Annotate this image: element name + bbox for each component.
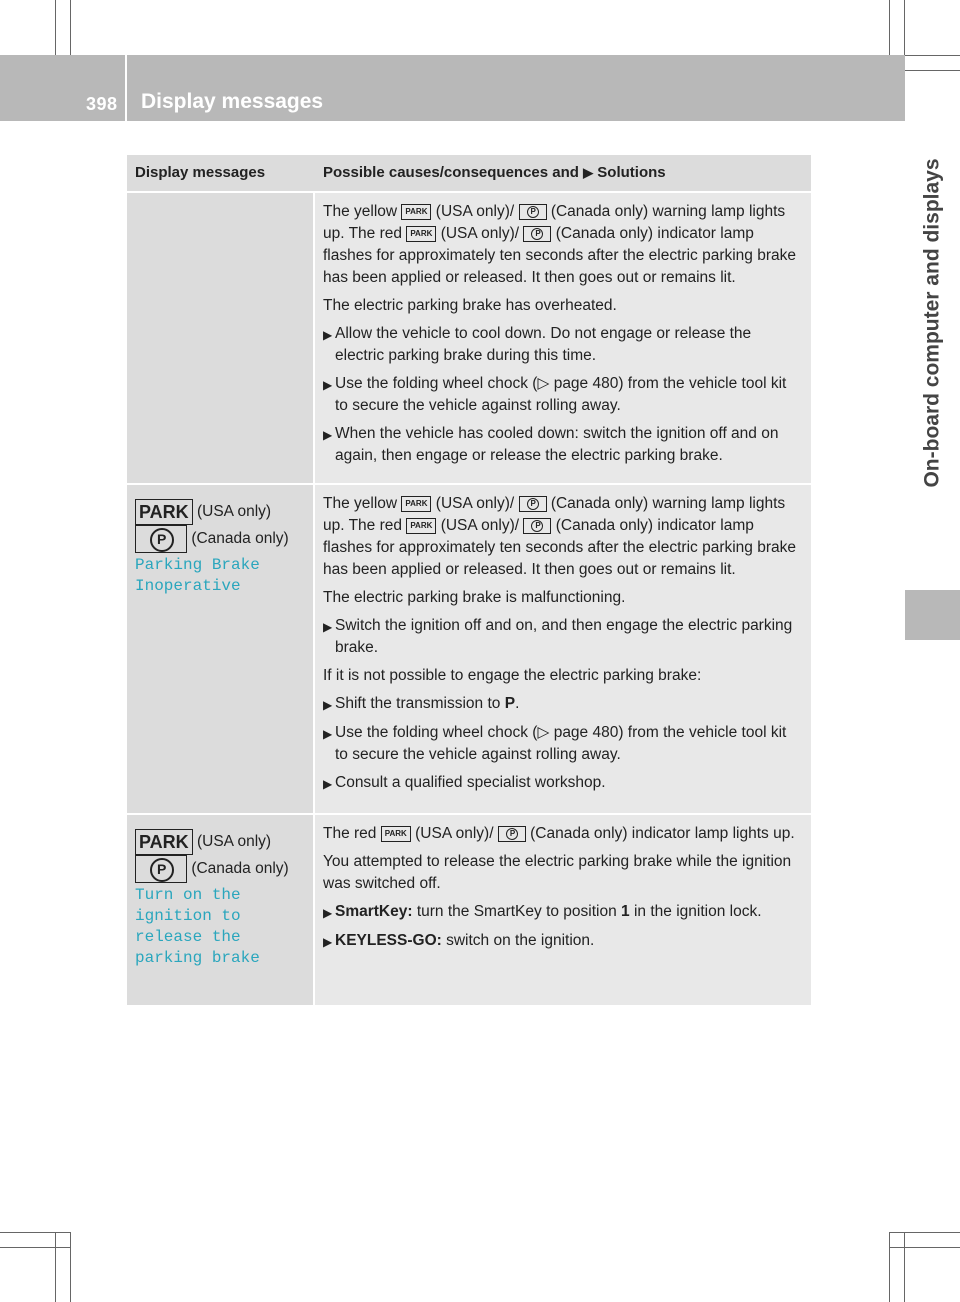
table-header [127,155,811,191]
bullet-text: Allow the vehicle to cool down. Do not engage or release the electric parking brake during this time. [335,325,752,364]
table-row [127,483,811,813]
text: (USA only)/ [435,495,515,512]
text: The red [323,825,377,842]
text: in the ignition lock. [633,903,762,920]
text: (USA only)/ [435,203,515,220]
bullet-item [323,901,803,924]
text: Shift the transmission to [335,695,501,712]
bullet-item [323,772,803,795]
display-message-line: ignition to [135,907,241,926]
arrow-right-icon: ▶ [583,165,594,180]
text: (Canada only) warning lamp lights up. The red [323,203,786,242]
gear-position: P [504,695,516,712]
parking-brake-icon [135,855,187,883]
display-message-line: release the [135,928,241,947]
crop-mark [904,1232,905,1302]
solution-cell [315,815,811,1005]
parking-brake-icon [498,826,526,842]
arrow-right-icon: ▶ [323,428,333,442]
region-label: (USA only) [196,833,272,851]
page-title: Display messages [141,90,324,113]
col-header-causes-text: Possible causes/consequences and [323,164,579,181]
paragraph: You attempted to release the electric parking brake while the ignition was switched off. [323,853,792,892]
text: (USA only)/ [440,225,520,242]
park-icon: PARK [401,204,431,220]
bullet-text: Use the folding wheel chock (▷ page 480) from the vehicle tool kit to secure the vehicle against rolling away. [335,375,787,414]
bullet-text [335,930,803,953]
bullet-text: When the vehicle has cooled down: switch the ignition off and on again, then engage or release the electric parking brake. [335,425,779,464]
text: turn the SmartKey to position [416,903,617,920]
page-number: 398 [86,94,118,114]
section-tab-label: On-board computer and displays [920,157,944,488]
crop-mark [55,1232,56,1302]
paragraph: The electric parking brake has overheated. [323,297,617,314]
display-message-line: parking brake [135,949,260,968]
text: (Canada only) indicator lamp lights up. [530,825,795,842]
arrow-right-icon: ▶ [323,378,333,392]
text: (Canada only) indicator lamp flashes for approximately ten seconds after the electric parking brake has been applied or released. It then goes out or remains lit. [323,517,796,578]
paragraph [323,823,803,845]
key-position: 1 [621,903,630,920]
arrow-right-icon: ▶ [323,620,333,634]
section-tab [905,55,960,590]
text: (USA only)/ [440,517,520,534]
bullet-text: Switch the ignition off and on, and then engage the electric parking brake. [335,617,793,656]
display-message-line: Parking Brake [135,556,260,575]
text: . [515,695,520,712]
park-icon: PARK [401,496,431,512]
bullet-text [335,901,803,924]
paragraph [323,201,803,289]
indicator-line [135,829,305,883]
table-row [127,813,811,1005]
crop-mark [889,1232,890,1302]
text: switch on the ignition. [446,932,595,949]
bullet-label: KEYLESS-GO: [335,932,442,949]
indicator-line [135,499,305,553]
bullet-item [323,423,803,467]
message-cell [127,485,313,813]
park-icon: PARK [406,518,436,534]
bullet-item [323,373,803,417]
parking-brake-icon [519,496,547,512]
arrow-right-icon: ▶ [323,777,333,791]
crop-mark [70,1232,71,1302]
crop-mark [0,1247,70,1248]
arrow-right-icon: ▶ [323,328,333,342]
solution-cell [315,193,811,483]
header-divider [125,55,127,121]
bullet-text: Consult a qualified specialist workshop. [335,774,606,791]
table-row [127,191,811,483]
display-message-line: Inoperative [135,577,241,596]
section-tab-marker [905,590,960,640]
bullet-item [323,693,803,716]
display-message [135,885,305,969]
message-cell [127,193,313,483]
header-bar [0,55,905,121]
paragraph: The electric parking brake is malfunctioning. [323,589,626,606]
display-messages-table [127,155,811,1005]
text: (USA only)/ [415,825,494,842]
arrow-right-icon: ▶ [323,906,333,920]
parking-brake-icon [519,204,547,220]
col-header-causes [315,155,811,191]
text: (Canada only) indicator lamp flashes for approximately ten seconds after the electric parking brake has been applied or released. It then goes out or remains lit. [323,225,796,286]
bullet-label: SmartKey: [335,903,413,920]
paragraph [323,493,803,581]
park-icon: PARK [381,826,411,842]
bullet-item [323,930,803,953]
park-icon: PARK [406,226,436,242]
message-cell [127,815,313,1005]
parking-brake-icon [523,518,551,534]
display-message-line: Turn on the [135,886,241,905]
bullet-text [335,693,803,716]
arrow-right-icon: ▶ [323,727,333,741]
park-icon: PARK [135,829,193,855]
solution-cell [315,485,811,813]
region-label: (Canada only) [191,860,289,878]
paragraph: If it is not possible to engage the electric parking brake: [323,667,702,684]
text: The yellow [323,203,398,220]
bullet-text: Use the folding wheel chock (▷ page 480) from the vehicle tool kit to secure the vehicle against rolling away. [335,724,787,763]
region-label: (Canada only) [191,530,289,548]
parking-brake-icon [135,525,187,553]
text: (Canada only) warning lamp lights up. The red [323,495,786,534]
arrow-right-icon: ▶ [323,698,333,712]
arrow-right-icon: ▶ [323,935,333,949]
crop-mark [889,1247,960,1248]
park-icon: PARK [135,499,193,525]
text: The yellow [323,495,398,512]
bullet-item [323,722,803,766]
crop-mark [0,1232,70,1233]
region-label: (USA only) [196,503,272,521]
display-message [135,555,305,597]
col-header-solutions-text: Solutions [597,164,666,181]
parking-brake-icon [523,226,551,242]
bullet-item [323,615,803,659]
col-header-display-messages: Display messages [135,164,266,181]
bullet-item [323,323,803,367]
crop-mark [889,1232,960,1233]
